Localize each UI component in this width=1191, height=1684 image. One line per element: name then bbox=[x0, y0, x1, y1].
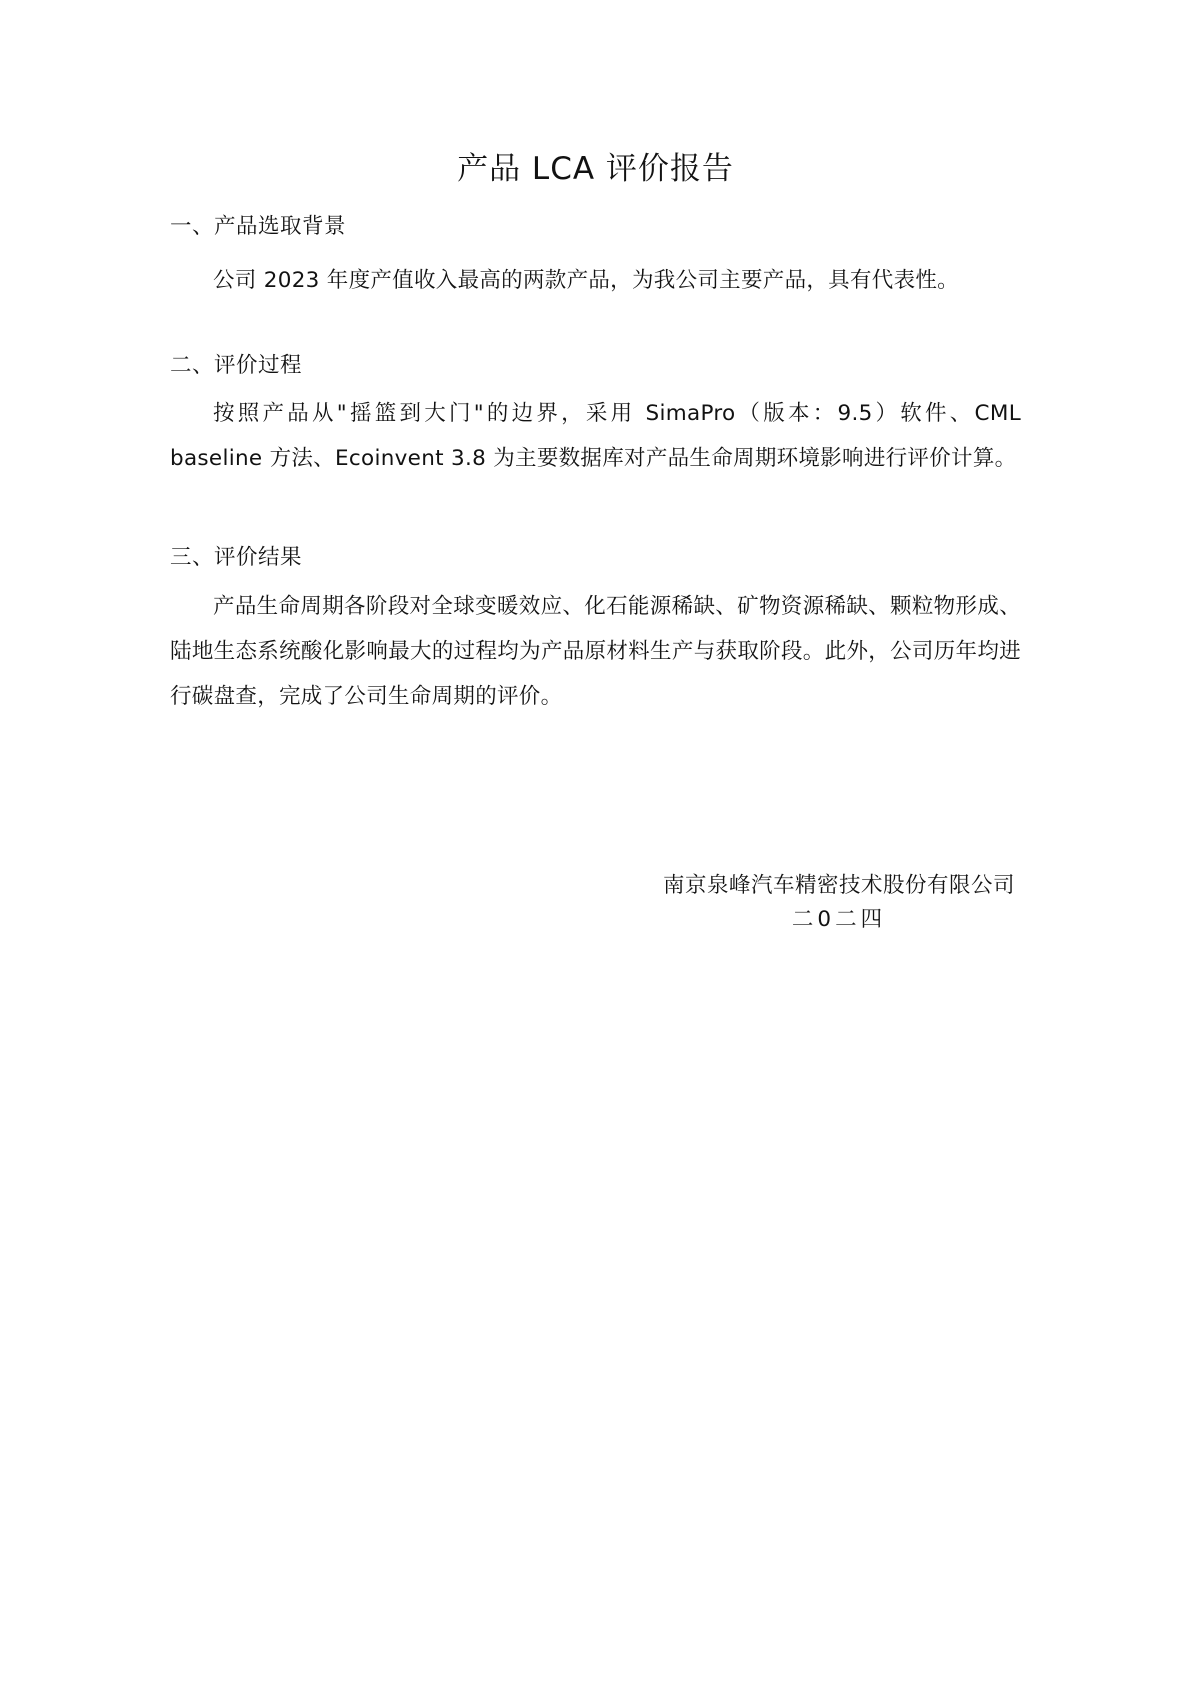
section-product-selection-background bbox=[170, 212, 1021, 303]
section-paragraph: 公司 2023 年度产值收入最高的两款产品，为我公司主要产品，具有代表性。 bbox=[213, 268, 959, 293]
signature-block bbox=[170, 869, 1021, 937]
section-evaluation-results bbox=[170, 543, 1021, 719]
section-evaluation-process bbox=[170, 351, 1021, 481]
section-paragraph: 按照产品从"摇篮到大门"的边界，采用 SimaPro（版本：9.5）软件、CML baseline 方法、Ecoinvent 3.8 为主要数据库对产品生命周期环境影响进行评价计算。 bbox=[170, 401, 1021, 471]
section-heading: 三、评价结果 bbox=[170, 545, 303, 570]
report-year: 二0二四 bbox=[791, 907, 887, 932]
section-heading: 二、评价过程 bbox=[170, 353, 303, 378]
company-name: 南京泉峰汽车精密技术股份有限公司 bbox=[662, 873, 1015, 898]
signature-inner bbox=[663, 869, 1015, 937]
section-heading: 一、产品选取背景 bbox=[170, 214, 347, 239]
document-title: 产品 LCA 评价报告 bbox=[457, 151, 734, 187]
section-paragraph: 产品生命周期各阶段对全球变暖效应、化石能源稀缺、矿物资源稀缺、颗粒物形成、陆地生态系统酸化影响最大的过程均为产品原材料生产与获取阶段。此外，公司历年均进行碳盘查，完成了公司生命周期的评价。 bbox=[170, 594, 1021, 709]
